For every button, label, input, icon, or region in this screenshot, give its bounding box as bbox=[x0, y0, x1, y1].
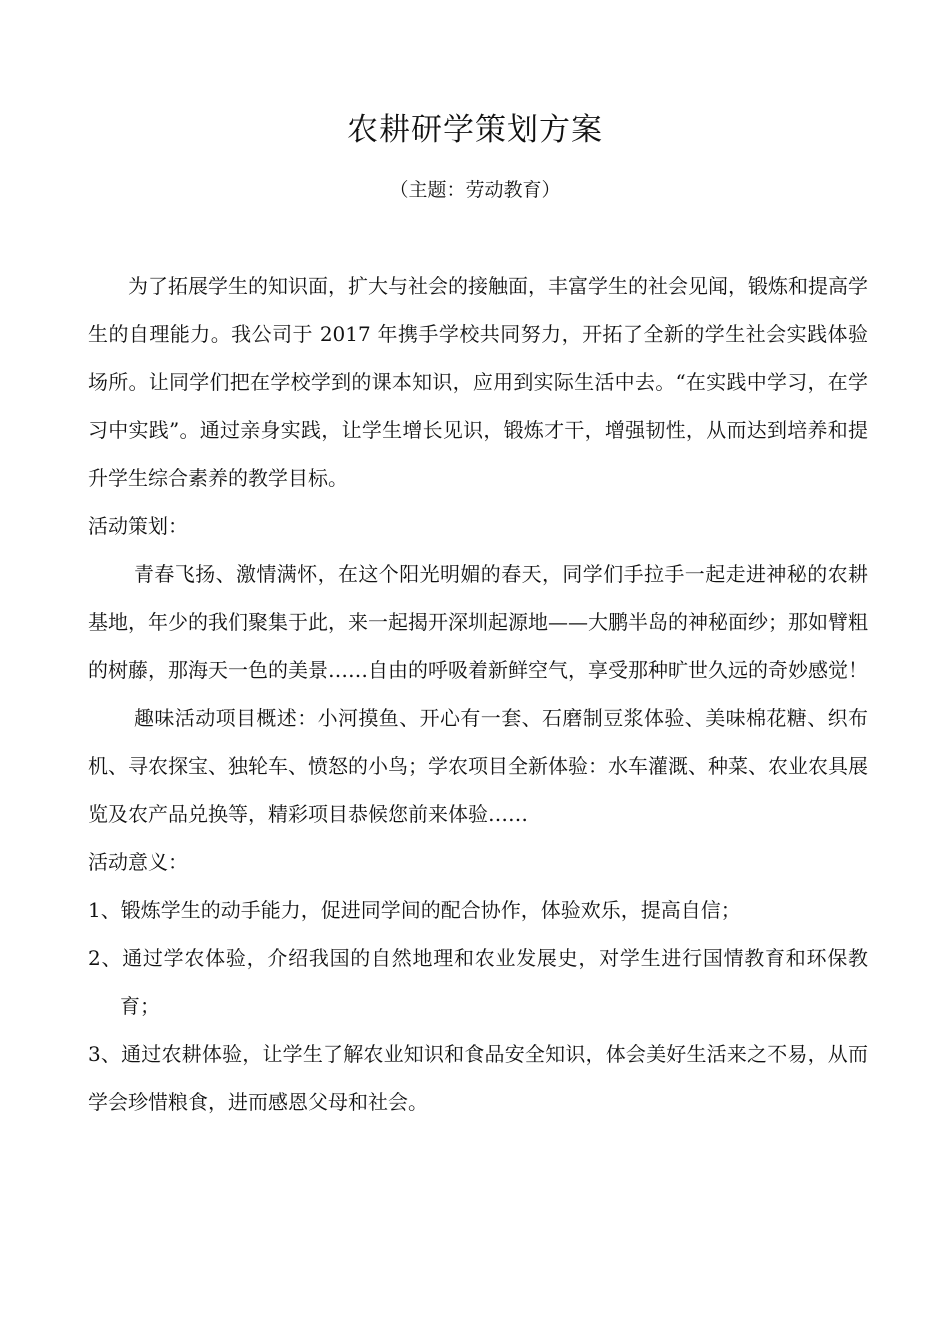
document-subtitle: （主题：劳动教育） bbox=[389, 179, 561, 201]
planning-heading: 活动策划： bbox=[88, 514, 188, 538]
meaning-item-3: 3、通过农耕体验，让学生了解农业知识和食品安全知识，体会美好生活来之不易，从而学会珍惜粮食，进而感恩父母和社会。 bbox=[88, 1042, 868, 1114]
meaning-item-2: 2、通过学农体验，介绍我国的自然地理和农业发展史，对学生进行国情教育和环保教育； bbox=[88, 946, 868, 1018]
document-title: 农耕研学策划方案 bbox=[347, 112, 603, 148]
meaning-item-1: 1、锻炼学生的动手能力，促进同学间的配合协作，体验欢乐，提高自信； bbox=[88, 898, 741, 922]
document-body bbox=[88, 262, 868, 1126]
planning-paragraph-1: 青春飞扬、激情满怀，在这个阳光明媚的春天，同学们手拉手一起走进神秘的农耕基地，年少的我们聚集于此，来一起揭开深圳起源地——大鹏半岛的神秘面纱；那如臂粗的树藤，那海天一色的美景……自由的呼吸着新鲜空气，享受那种旷世久远的奇妙感觉！ bbox=[88, 562, 868, 682]
planning-paragraph-2: 趣味活动项目概述：小河摸鱼、开心有一套、石磨制豆浆体验、美味棉花糖、织布机、寻农探宝、独轮车、愤怒的小鸟；学农项目全新体验：水车灌溉、种菜、农业农具展览及农产品兑换等，精彩项目恭候您前来体验…… bbox=[88, 706, 868, 826]
meaning-heading: 活动意义： bbox=[88, 850, 188, 874]
intro-paragraph: 为了拓展学生的知识面，扩大与社会的接触面，丰富学生的社会见闻，锻炼和提高学生的自理能力。我公司于 2017 年携手学校共同努力，开拓了全新的学生社会实践体验场所。让同学们把在学校学到的课本知识，应用到实际生活中去。“在实践中学习，在学习中实践”。通过亲身实践，让学生增长见识，锻炼才干，增强韧性，从而达到培养和提升学生综合素养的教学目标。 bbox=[88, 274, 868, 490]
